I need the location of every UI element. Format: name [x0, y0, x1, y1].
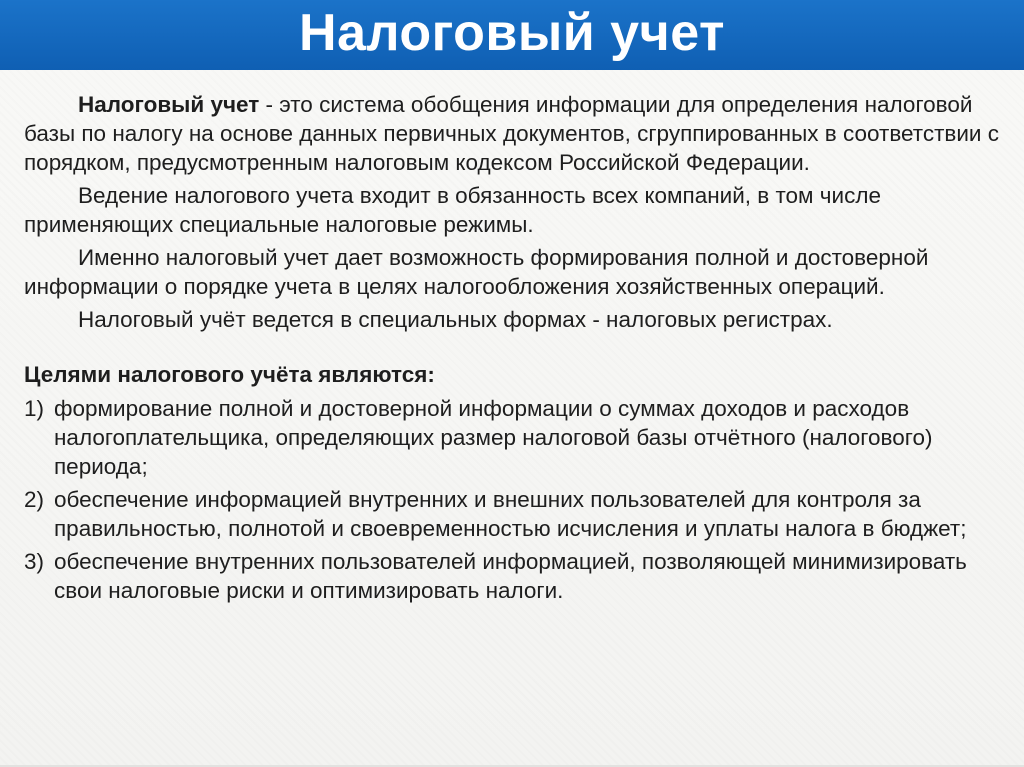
paragraph-obligation — [24, 181, 999, 239]
goal-text: обеспечение внутренних пользователей информацией, позволяющей минимизировать свои налоговые риски и оптимизировать налоги. — [54, 549, 967, 603]
paragraph-obligation-text: Ведение налогового учета входит в обязанность всех компаний, в том числе применяющих специальные налоговые режимы. — [24, 183, 881, 237]
definition-text: - это система обобщения информации для определения налоговой базы по налогу на основе данных первичных документов, сгруппированных в соответствии с порядком, предусмотренным налоговым кодексом Российской Федерации. — [24, 92, 999, 175]
title-bar — [0, 0, 1024, 70]
definition-paragraph — [24, 90, 999, 177]
goal-item — [24, 394, 999, 481]
goals-heading: Целями налогового учёта являются: — [24, 362, 435, 387]
paragraph-registers — [24, 305, 999, 334]
paragraph-possibility-text: Именно налоговый учет дает возможность формирования полной и достоверной информации о порядке учета в целях налогообложения хозяйственных операций. — [24, 245, 929, 299]
slide-title: Налоговый учет — [299, 4, 725, 62]
goal-number: 3) — [24, 549, 45, 574]
paragraph-possibility — [24, 243, 999, 301]
section-spacer — [24, 338, 999, 360]
goal-text: обеспечение информацией внутренних и внешних пользователей для контроля за правильностью, полнотой и своевременностью исчисления и уплаты налога в бюджет; — [54, 487, 967, 541]
slide-content — [24, 90, 999, 609]
goal-item — [24, 547, 999, 605]
goal-number: 2) — [24, 487, 45, 512]
definition-term: Налоговый учет — [78, 92, 260, 117]
goal-text: формирование полной и достоверной информации о суммах доходов и расходов налогоплательщика, определяющих размер налоговой базы отчётного (налогового) периода; — [54, 396, 933, 479]
goal-item — [24, 485, 999, 543]
paragraph-registers-text: Налоговый учёт ведется в специальных формах - налоговых регистрах. — [78, 307, 833, 332]
goal-number: 1) — [24, 396, 45, 421]
